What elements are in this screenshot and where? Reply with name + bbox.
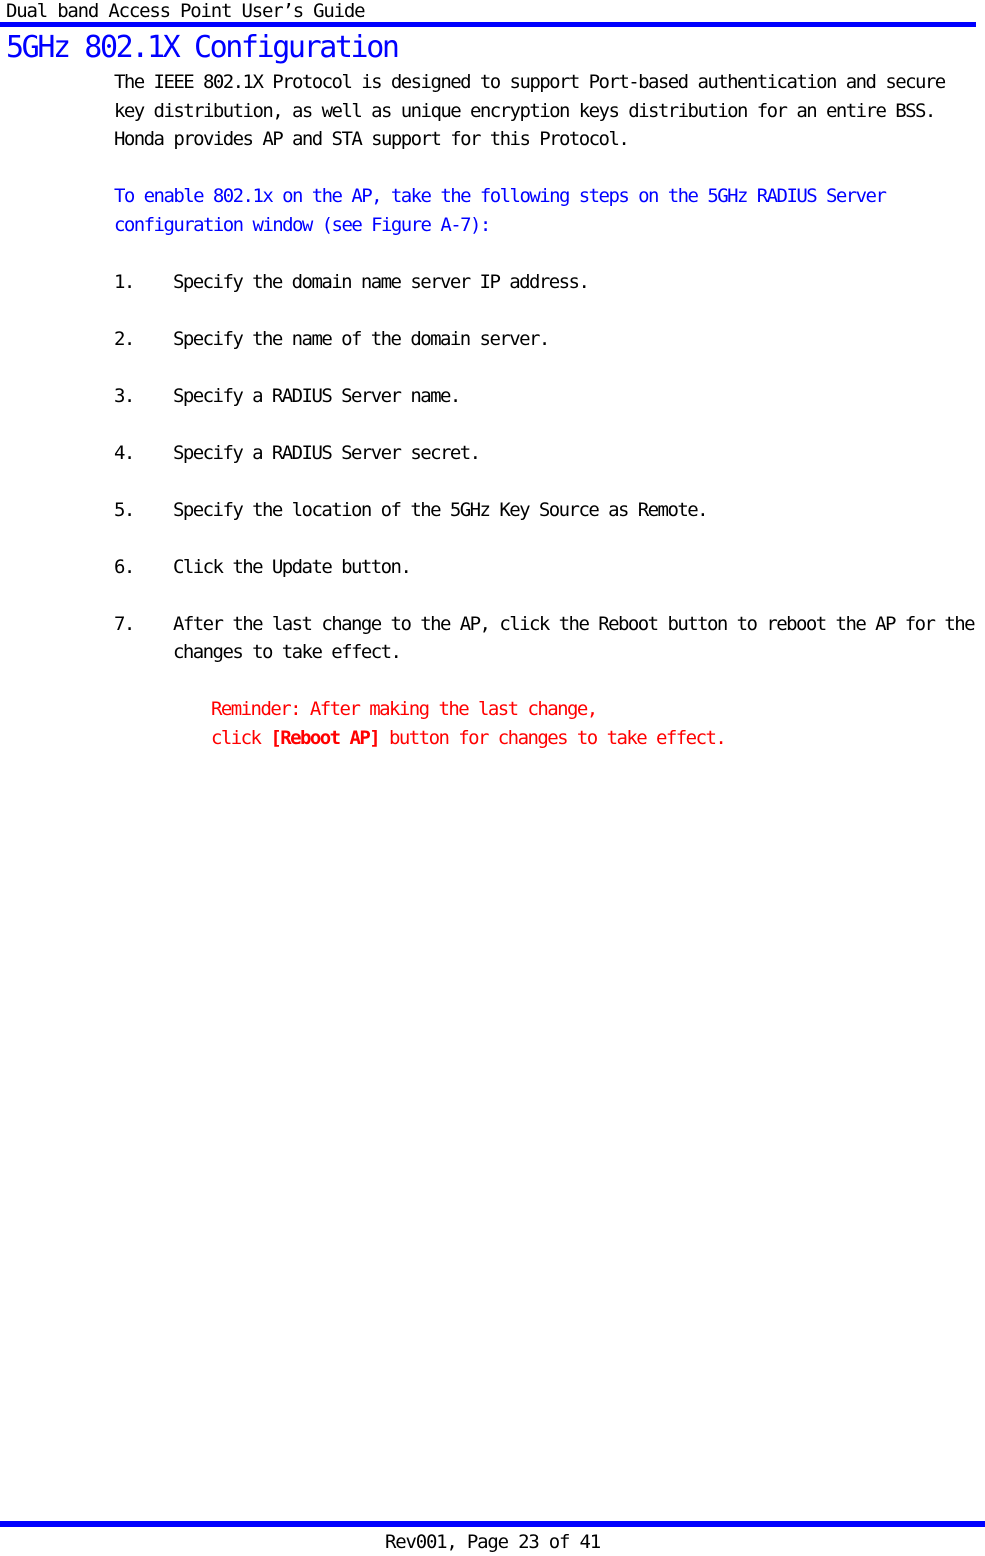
reminder-line-1: Reminder: After making the last change, xyxy=(211,698,597,720)
step-item xyxy=(114,325,980,354)
reminder-prefix: click xyxy=(211,726,271,749)
reminder-line-2 xyxy=(211,724,980,753)
step-item xyxy=(114,553,980,582)
reminder-suffix: button for changes to take effect. xyxy=(379,726,726,749)
section-content xyxy=(114,68,980,752)
reboot-ap-button-reference: [Reboot AP] xyxy=(270,726,380,749)
step-number: 3. xyxy=(114,384,134,407)
step-number: 1. xyxy=(114,270,134,293)
step-item xyxy=(114,496,980,525)
step-number: 2. xyxy=(114,327,134,350)
step-text: Specify the name of the domain server. xyxy=(173,327,549,350)
step-number: 6. xyxy=(114,555,134,578)
step-number: 5. xyxy=(114,498,134,521)
steps-list xyxy=(114,268,980,667)
step-text: Specify a RADIUS Server name. xyxy=(173,384,460,407)
step-item xyxy=(114,610,980,667)
step-item xyxy=(114,382,980,411)
step-item xyxy=(114,268,980,297)
step-text: Specify the location of the 5GHz Key Source as Remote. xyxy=(173,498,708,521)
instructions-lead: To enable 802.1x on the AP, take the following steps on the 5GHz RADIUS Server configuration window (see Figure A-7): xyxy=(114,185,886,236)
document-header-title: Dual band Access Point User’s Guide xyxy=(6,0,365,22)
reboot-reminder xyxy=(114,695,980,752)
step-text: Specify the domain name server IP address. xyxy=(173,270,589,293)
step-text: Specify a RADIUS Server secret. xyxy=(173,441,480,464)
step-text: After the last change to the AP, click the Reboot button to reboot the AP for the changes to take effect. xyxy=(173,612,975,663)
step-number: 4. xyxy=(114,441,134,464)
header-divider xyxy=(0,22,976,27)
step-text: Click the Update button. xyxy=(173,555,411,578)
footer-divider xyxy=(0,1521,985,1527)
page-footer: Rev001, Page 23 of 41 xyxy=(384,1531,601,1553)
step-number: 7. xyxy=(114,612,134,635)
step-item xyxy=(114,439,980,468)
section-title: 5GHz 802.1X Configuration xyxy=(6,30,398,65)
intro-paragraph: The IEEE 802.1X Protocol is designed to support Port-based authentication and secure key distribution, as well as unique encryption keys distribution for an entire BSS. Honda provides AP and STA support for this Protocol. xyxy=(114,71,945,150)
